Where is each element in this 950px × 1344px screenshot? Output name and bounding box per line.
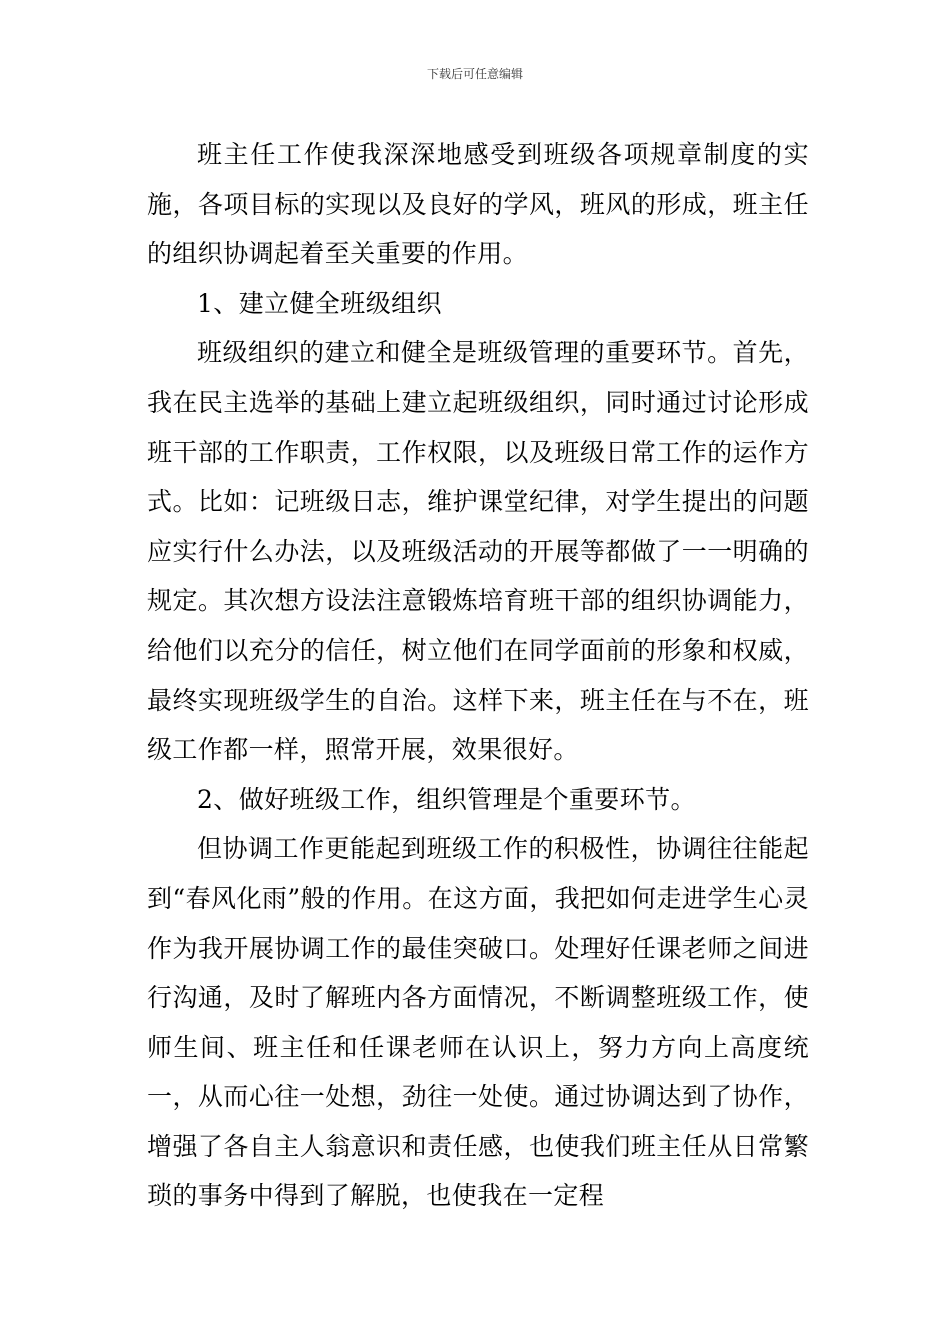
paragraph-intro: 班主任工作使我深深地感受到班级各项规章制度的实施，各项目标的实现以及良好的学风，班风的形成，班主任的组织协调起着至关重要的作用。 [147, 140, 809, 269]
page-header: 下载后可任意编辑 [426, 67, 523, 81]
section-heading-1: 1、建立健全班级组织 [197, 288, 442, 318]
section-heading-2: 2、做好班级工作，组织管理是个重要环节。 [197, 784, 696, 814]
paragraph-organization: 班级组织的建立和健全是班级管理的重要环节。首先，我在民主选举的基础上建立起班级组织，同时通过讨论形成班干部的工作职责，工作权限，以及班级日常工作的运作方式。比如：记班级日志，维护课堂纪律，对学生提出的问题应实行什么办法，以及班级活动的开展等都做了一一明确的规定。其次想方设法注意锻炼培育班干部的组织协调能力，给他们以充分的信任，树立他们在同学面前的形象和权威，最终实现班级学生的自治。这样下来，班主任在与不在，班级工作都一样，照常开展，效果很好。 [147, 338, 809, 765]
document-body [147, 130, 809, 1221]
paragraph-coordination: 但协调工作更能起到班级工作的积极性，协调往往能起到“春风化雨”般的作用。在这方面，我把如何走进学生心灵作为我开展协调工作的最佳突破口。处理好任课老师之间进行沟通，及时了解班内各方面情况，不断调整班级工作，使师生间、班主任和任课老师在认识上，努力方向上高度统一，从而心往一处想，劲往一处使。通过协调达到了协作，增强了各自主人翁意识和责任感，也使我们班主任从日常繁琐的事务中得到了解脱，也使我在一定程 [147, 834, 809, 1211]
